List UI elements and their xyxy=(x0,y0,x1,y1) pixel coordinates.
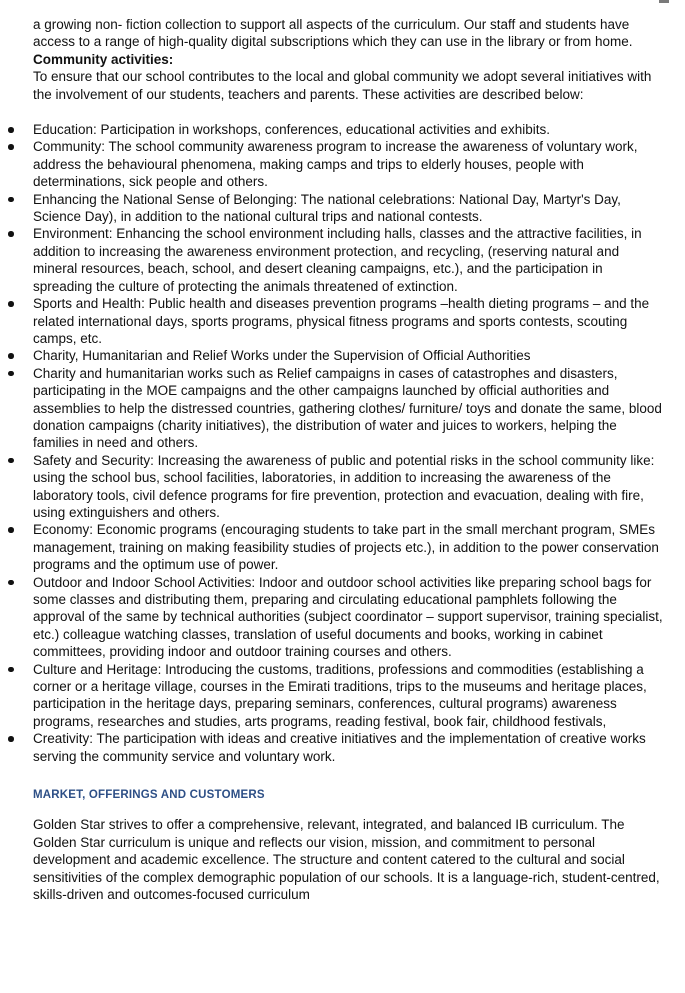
list-item-text: Safety and Security: Increasing the awareness of public and potential risks in the school community like: using the school bus, school facilities, laboratories, in addition to increasing the awareness of the laboratory tools, civil defence programs for fire prevention, protection and evacuation, dealing with fire, using extinguishers and others. xyxy=(33,452,655,520)
bullet-icon xyxy=(8,197,14,203)
list-item-text: Environment: Enhancing the school environment including halls, classes and the attractive facilities, in addition to increasing the awareness environment protection, and recycling, (reserving natural and mineral resources, beach, school, and desert cleaning campaigns, etc.), and the participation in spreading the culture of protecting the animals threatened of extinction. xyxy=(33,226,642,294)
bullet-icon xyxy=(8,127,14,133)
list-item-text: Sports and Health: Public health and diseases prevention programs –health dieting programs – and the related international days, sports programs, physical fitness programs and sports contests, scouting camps, etc. xyxy=(33,296,650,346)
market-section-title: MARKET, OFFERINGS AND CUSTOMERS xyxy=(33,789,265,802)
list-item-text: Economy: Economic programs (encouraging students to take part in the small merchant program, SMEs management, training on making feasibility studies of projects etc.), in addition to the power conservation programs and the optimum use of power. xyxy=(33,522,659,573)
list-item xyxy=(33,521,663,573)
library-continuation-paragraph: a growing non- fiction collection to support all aspects of the curriculum. Our staff and students have access to a range of high-quality digital subscriptions which they can use in the library or from home. xyxy=(33,17,633,50)
list-item xyxy=(33,661,663,731)
list-item xyxy=(33,347,663,364)
bullet-icon xyxy=(8,371,14,377)
list-item xyxy=(33,365,663,452)
list-item xyxy=(33,730,663,765)
list-item xyxy=(33,191,663,226)
list-item-text: Creativity: The participation with ideas and creative initiatives and the implementation of creative works serving the community service and voluntary work. xyxy=(33,731,646,764)
list-item xyxy=(33,121,663,138)
list-item-text: Culture and Heritage: Introducing the customs, traditions, professions and commodities (establishing a corner or a heritage village, courses in the Emirati traditions, trips to the museums and heritage places, participation in the heritage days, preparing seminars, conferences, cultural programs) awareness programs, researches and studies, arts programs, reading festival, book fair, childhood festivals, xyxy=(33,661,647,729)
list-item-text: Enhancing the National Sense of Belonging: The national celebrations: National Day, Martyr's Day, Science Day), in addition to the national cultural trips and national contests. xyxy=(33,191,621,225)
bullet-icon xyxy=(8,458,14,464)
bullet-icon xyxy=(8,736,14,742)
bullet-icon xyxy=(8,667,14,673)
list-item xyxy=(33,452,663,522)
bullet-icon xyxy=(8,527,14,533)
list-item-text: Community: The school community awareness program to increase the awareness of voluntary work, address the behavioural phenomena, making camps and trips to elderly houses, people with determinations, sick people and others. xyxy=(33,139,638,190)
bullet-icon xyxy=(8,231,14,237)
list-item-text: Outdoor and Indoor School Activities: Indoor and outdoor school activities like preparing school bags for some classes and distributing them, preparing and circulating educational pamphlets following the approval of the same by technical authorities (subject coordinator – support supervisor, training specialist, etc.) colleague watching classes, translation of useful documents and books, working in cabinet committees, providing indoor and outdoor training courses and others. xyxy=(33,574,663,660)
community-activities-list xyxy=(33,121,663,765)
list-item-text: Charity and humanitarian works such as Relief campaigns in cases of catastrophes and disasters, participating in the MOE campaigns and the other campaigns launched by official authorities and assemblies to help the distressed countries, gathering clothes/ furniture/ toys and donate the same, blood donation campaigns (charity initiatives), the distribution of water and juices to workers, helping the families in need and others. xyxy=(33,365,662,451)
list-item-text: Education: Participation in workshops, conferences, educational activities and exhibits. xyxy=(33,122,551,138)
list-item xyxy=(33,225,663,295)
bullet-icon xyxy=(8,353,14,359)
community-intro-paragraph: To ensure that our school contributes to the local and global community we adopt several initiatives with the involvement of our students, teachers and parents. These activities are described below: xyxy=(33,69,652,102)
list-item xyxy=(33,574,663,661)
bullet-icon xyxy=(8,301,14,307)
list-item-text: Charity, Humanitarian and Relief Works under the Supervision of Official Authorities xyxy=(33,348,531,364)
market-body-paragraph: Golden Star strives to offer a comprehensive, relevant, integrated, and balanced IB curriculum. The Golden Star curriculum is unique and reflects our vision, mission, and commitment to personal development and academic excellence. The structure and content catered to the cultural and social sensitivities of the complex demographic population of our schools. It is a language-rich, student-centred, skills-driven and outcomes-focused curriculum xyxy=(33,817,660,903)
bullet-icon xyxy=(8,580,14,586)
list-item xyxy=(33,138,663,190)
page-content xyxy=(33,16,663,904)
list-item xyxy=(33,295,663,347)
page-corner-mark xyxy=(659,0,669,3)
bullet-icon xyxy=(8,144,14,150)
community-activities-heading: Community activities: xyxy=(33,51,174,67)
